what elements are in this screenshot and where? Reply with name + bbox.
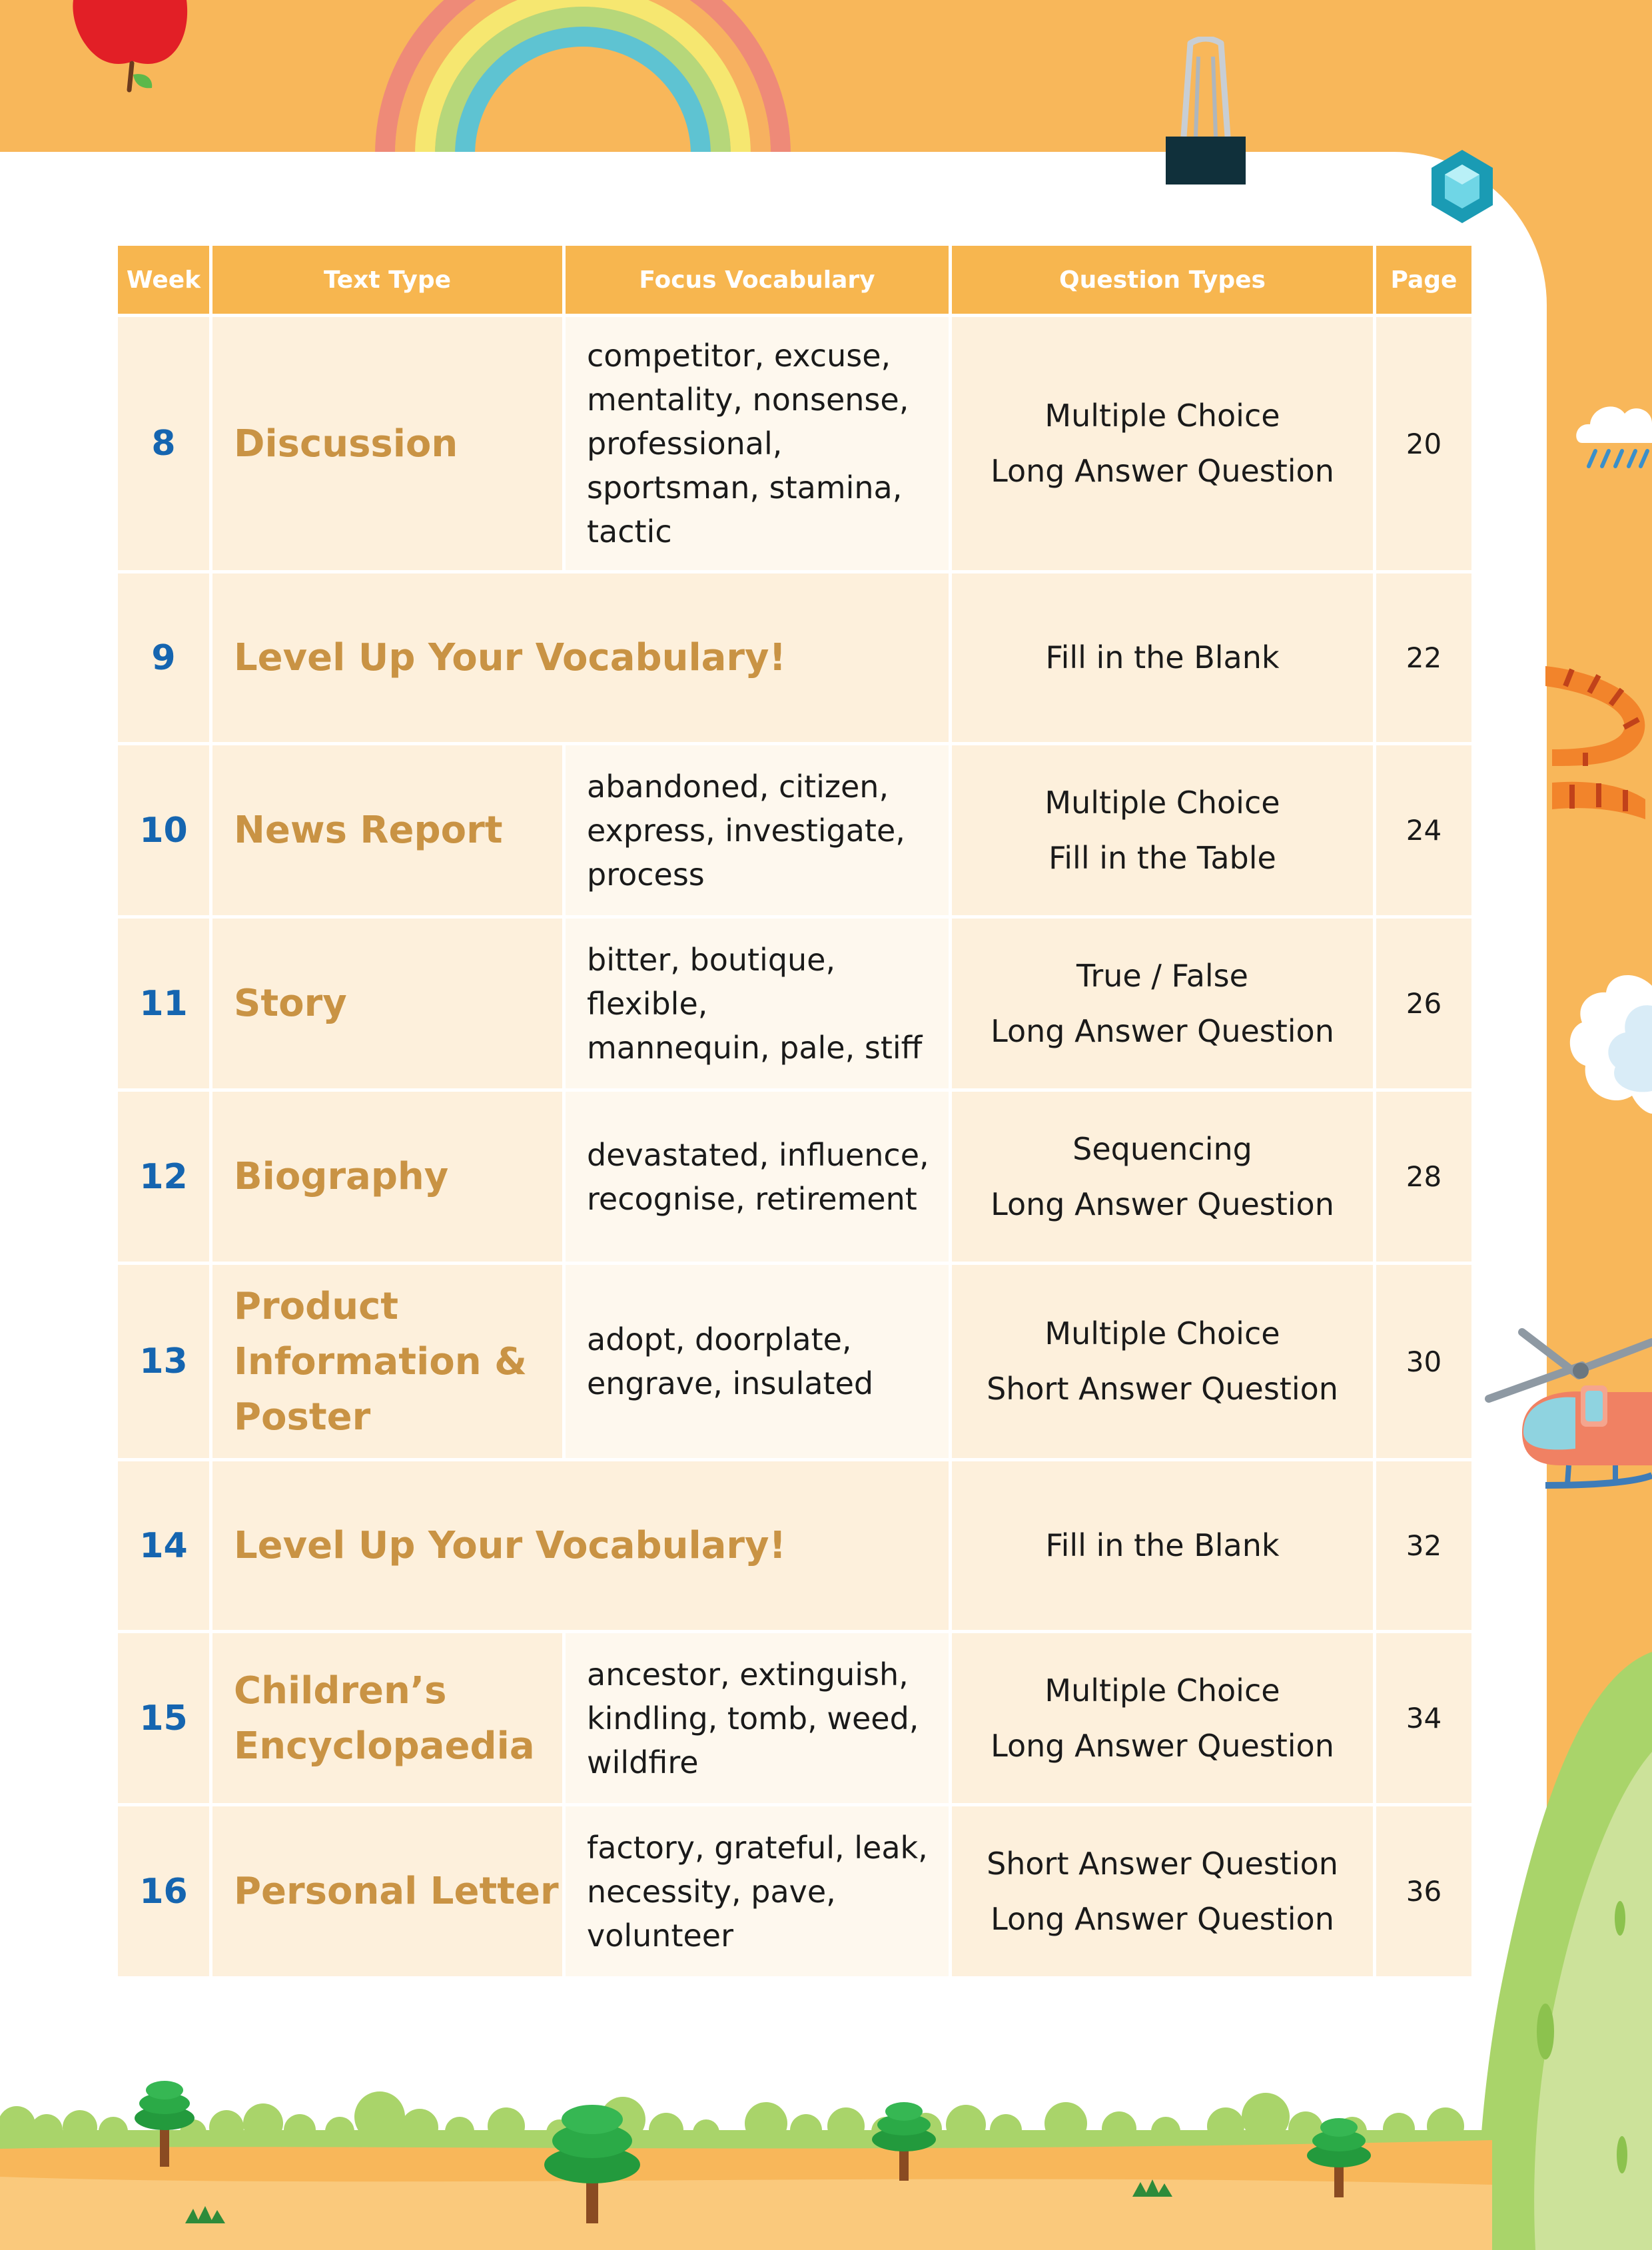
apple-icon bbox=[67, 0, 200, 100]
vocab-line: process bbox=[587, 856, 705, 893]
text-type-line: Children’s bbox=[234, 1669, 447, 1712]
focus-vocabulary bbox=[566, 1262, 952, 1458]
vocab-line: adopt, doorplate, bbox=[587, 1321, 852, 1357]
question-type: Multiple Choice bbox=[1044, 398, 1280, 434]
vocab-line: necessity, pave, bbox=[587, 1873, 836, 1910]
vocab-line: tactic bbox=[587, 514, 672, 550]
focus-vocabulary bbox=[566, 1088, 952, 1262]
binder-clip-icon bbox=[1162, 37, 1249, 187]
vocab-line: volunteer bbox=[587, 1917, 734, 1954]
tiger-tail-icon bbox=[1545, 666, 1652, 829]
week-number: 10 bbox=[118, 742, 212, 915]
week-number: 16 bbox=[118, 1803, 212, 1976]
text-type bbox=[212, 1630, 566, 1803]
focus-vocabulary bbox=[566, 1630, 952, 1803]
text-type: Biography bbox=[212, 1088, 566, 1262]
vocab-line: recognise, retirement bbox=[587, 1180, 917, 1217]
text-type-line: Encyclopaedia bbox=[234, 1724, 535, 1768]
table-row bbox=[118, 1630, 1471, 1803]
table-row bbox=[118, 314, 1471, 570]
question-type: Short Answer Question bbox=[987, 1371, 1338, 1407]
vocab-line: factory, grateful, leak, bbox=[587, 1829, 928, 1866]
vocab-line: mentality, nonsense, bbox=[587, 382, 909, 418]
table-row bbox=[118, 1803, 1471, 1976]
header-text-type: Text Type bbox=[212, 246, 566, 314]
question-type: Multiple Choice bbox=[1044, 1672, 1280, 1708]
question-type: Long Answer Question bbox=[991, 1727, 1334, 1764]
question-types bbox=[952, 570, 1376, 742]
table-row bbox=[118, 1088, 1471, 1262]
vocab-line: kindling, tomb, weed, bbox=[587, 1700, 919, 1736]
question-type: Multiple Choice bbox=[1044, 1315, 1280, 1351]
trees-ground-icon bbox=[0, 2070, 1492, 2250]
vocab-line: wildfire bbox=[587, 1744, 699, 1780]
table-row bbox=[118, 915, 1471, 1088]
table-row bbox=[118, 1458, 1471, 1630]
text-type: Story bbox=[212, 915, 566, 1088]
question-type: Sequencing bbox=[1072, 1130, 1252, 1167]
question-type: Fill in the Table bbox=[1048, 839, 1276, 876]
page-number: 36 bbox=[1376, 1803, 1471, 1976]
week-number: 9 bbox=[118, 570, 212, 742]
table-row bbox=[118, 570, 1471, 742]
vocab-line: ancestor, extinguish, bbox=[587, 1656, 909, 1692]
page-number: 20 bbox=[1376, 314, 1471, 570]
question-type: Long Answer Question bbox=[991, 1012, 1334, 1049]
vocab-line: abandoned, citizen, bbox=[587, 768, 889, 805]
week-number: 13 bbox=[118, 1262, 212, 1458]
focus-vocabulary bbox=[566, 915, 952, 1088]
week-number: 12 bbox=[118, 1088, 212, 1262]
question-types bbox=[952, 915, 1376, 1088]
text-type bbox=[212, 1262, 566, 1458]
rainbow-icon bbox=[360, 0, 806, 155]
question-type: Long Answer Question bbox=[991, 1900, 1334, 1937]
vocab-line: sportsman, stamina, bbox=[587, 470, 903, 506]
question-types bbox=[952, 1630, 1376, 1803]
question-types bbox=[952, 314, 1376, 570]
page-number: 32 bbox=[1376, 1458, 1471, 1630]
header-focus-vocabulary: Focus Vocabulary bbox=[566, 246, 952, 314]
text-type: Level Up Your Vocabulary! bbox=[212, 1458, 952, 1630]
question-types bbox=[952, 1262, 1376, 1458]
text-type: Level Up Your Vocabulary! bbox=[212, 570, 952, 742]
vocab-line: devastated, influence, bbox=[587, 1136, 929, 1173]
week-number: 14 bbox=[118, 1458, 212, 1630]
page-number: 26 bbox=[1376, 915, 1471, 1088]
helicopter-icon bbox=[1482, 1325, 1652, 1509]
header-week: Week bbox=[118, 246, 212, 314]
question-types bbox=[952, 1458, 1376, 1630]
question-type: Long Answer Question bbox=[991, 1186, 1334, 1222]
page-number: 30 bbox=[1376, 1262, 1471, 1458]
text-type: News Report bbox=[212, 742, 566, 915]
question-type: Fill in the Blank bbox=[1045, 639, 1280, 675]
text-type-line: Product bbox=[234, 1284, 399, 1328]
table-row bbox=[118, 742, 1471, 915]
question-types bbox=[952, 1803, 1376, 1976]
focus-vocabulary bbox=[566, 1803, 952, 1976]
vocab-line: mannequin, pale, stiff bbox=[587, 1029, 923, 1066]
page-number: 34 bbox=[1376, 1630, 1471, 1803]
vocab-line: professional, bbox=[587, 426, 783, 462]
header-page: Page bbox=[1376, 246, 1471, 314]
week-number: 15 bbox=[118, 1630, 212, 1803]
focus-vocabulary bbox=[566, 742, 952, 915]
text-type-line: Information & bbox=[234, 1339, 527, 1383]
gem-icon bbox=[1429, 150, 1495, 223]
vocab-line: competitor, excuse, bbox=[587, 338, 891, 374]
question-types bbox=[952, 742, 1376, 915]
question-type: Multiple Choice bbox=[1044, 784, 1280, 821]
text-type: Personal Letter bbox=[212, 1803, 566, 1976]
page-number: 24 bbox=[1376, 742, 1471, 915]
question-type: True / False bbox=[1076, 957, 1248, 994]
week-number: 11 bbox=[118, 915, 212, 1088]
focus-vocabulary bbox=[566, 314, 952, 570]
question-type: Long Answer Question bbox=[991, 453, 1334, 489]
vocab-line: bitter, boutique, flexible, bbox=[587, 941, 836, 1022]
text-type-line: Poster bbox=[234, 1395, 371, 1439]
page-number: 28 bbox=[1376, 1088, 1471, 1262]
page-number: 22 bbox=[1376, 570, 1471, 742]
curriculum-table bbox=[118, 246, 1471, 1976]
week-number: 8 bbox=[118, 314, 212, 570]
header-row bbox=[118, 246, 1471, 314]
text-type: Discussion bbox=[212, 314, 566, 570]
question-type: Short Answer Question bbox=[987, 1845, 1338, 1882]
header-question-types: Question Types bbox=[952, 246, 1376, 314]
question-types bbox=[952, 1088, 1376, 1262]
table-row bbox=[118, 1262, 1471, 1458]
question-type: Fill in the Blank bbox=[1045, 1527, 1280, 1563]
cloud-icon bbox=[1562, 966, 1652, 1129]
vocab-line: engrave, insulated bbox=[587, 1365, 874, 1401]
rain-cloud-icon bbox=[1575, 376, 1652, 483]
vocab-line: express, investigate, bbox=[587, 812, 905, 849]
